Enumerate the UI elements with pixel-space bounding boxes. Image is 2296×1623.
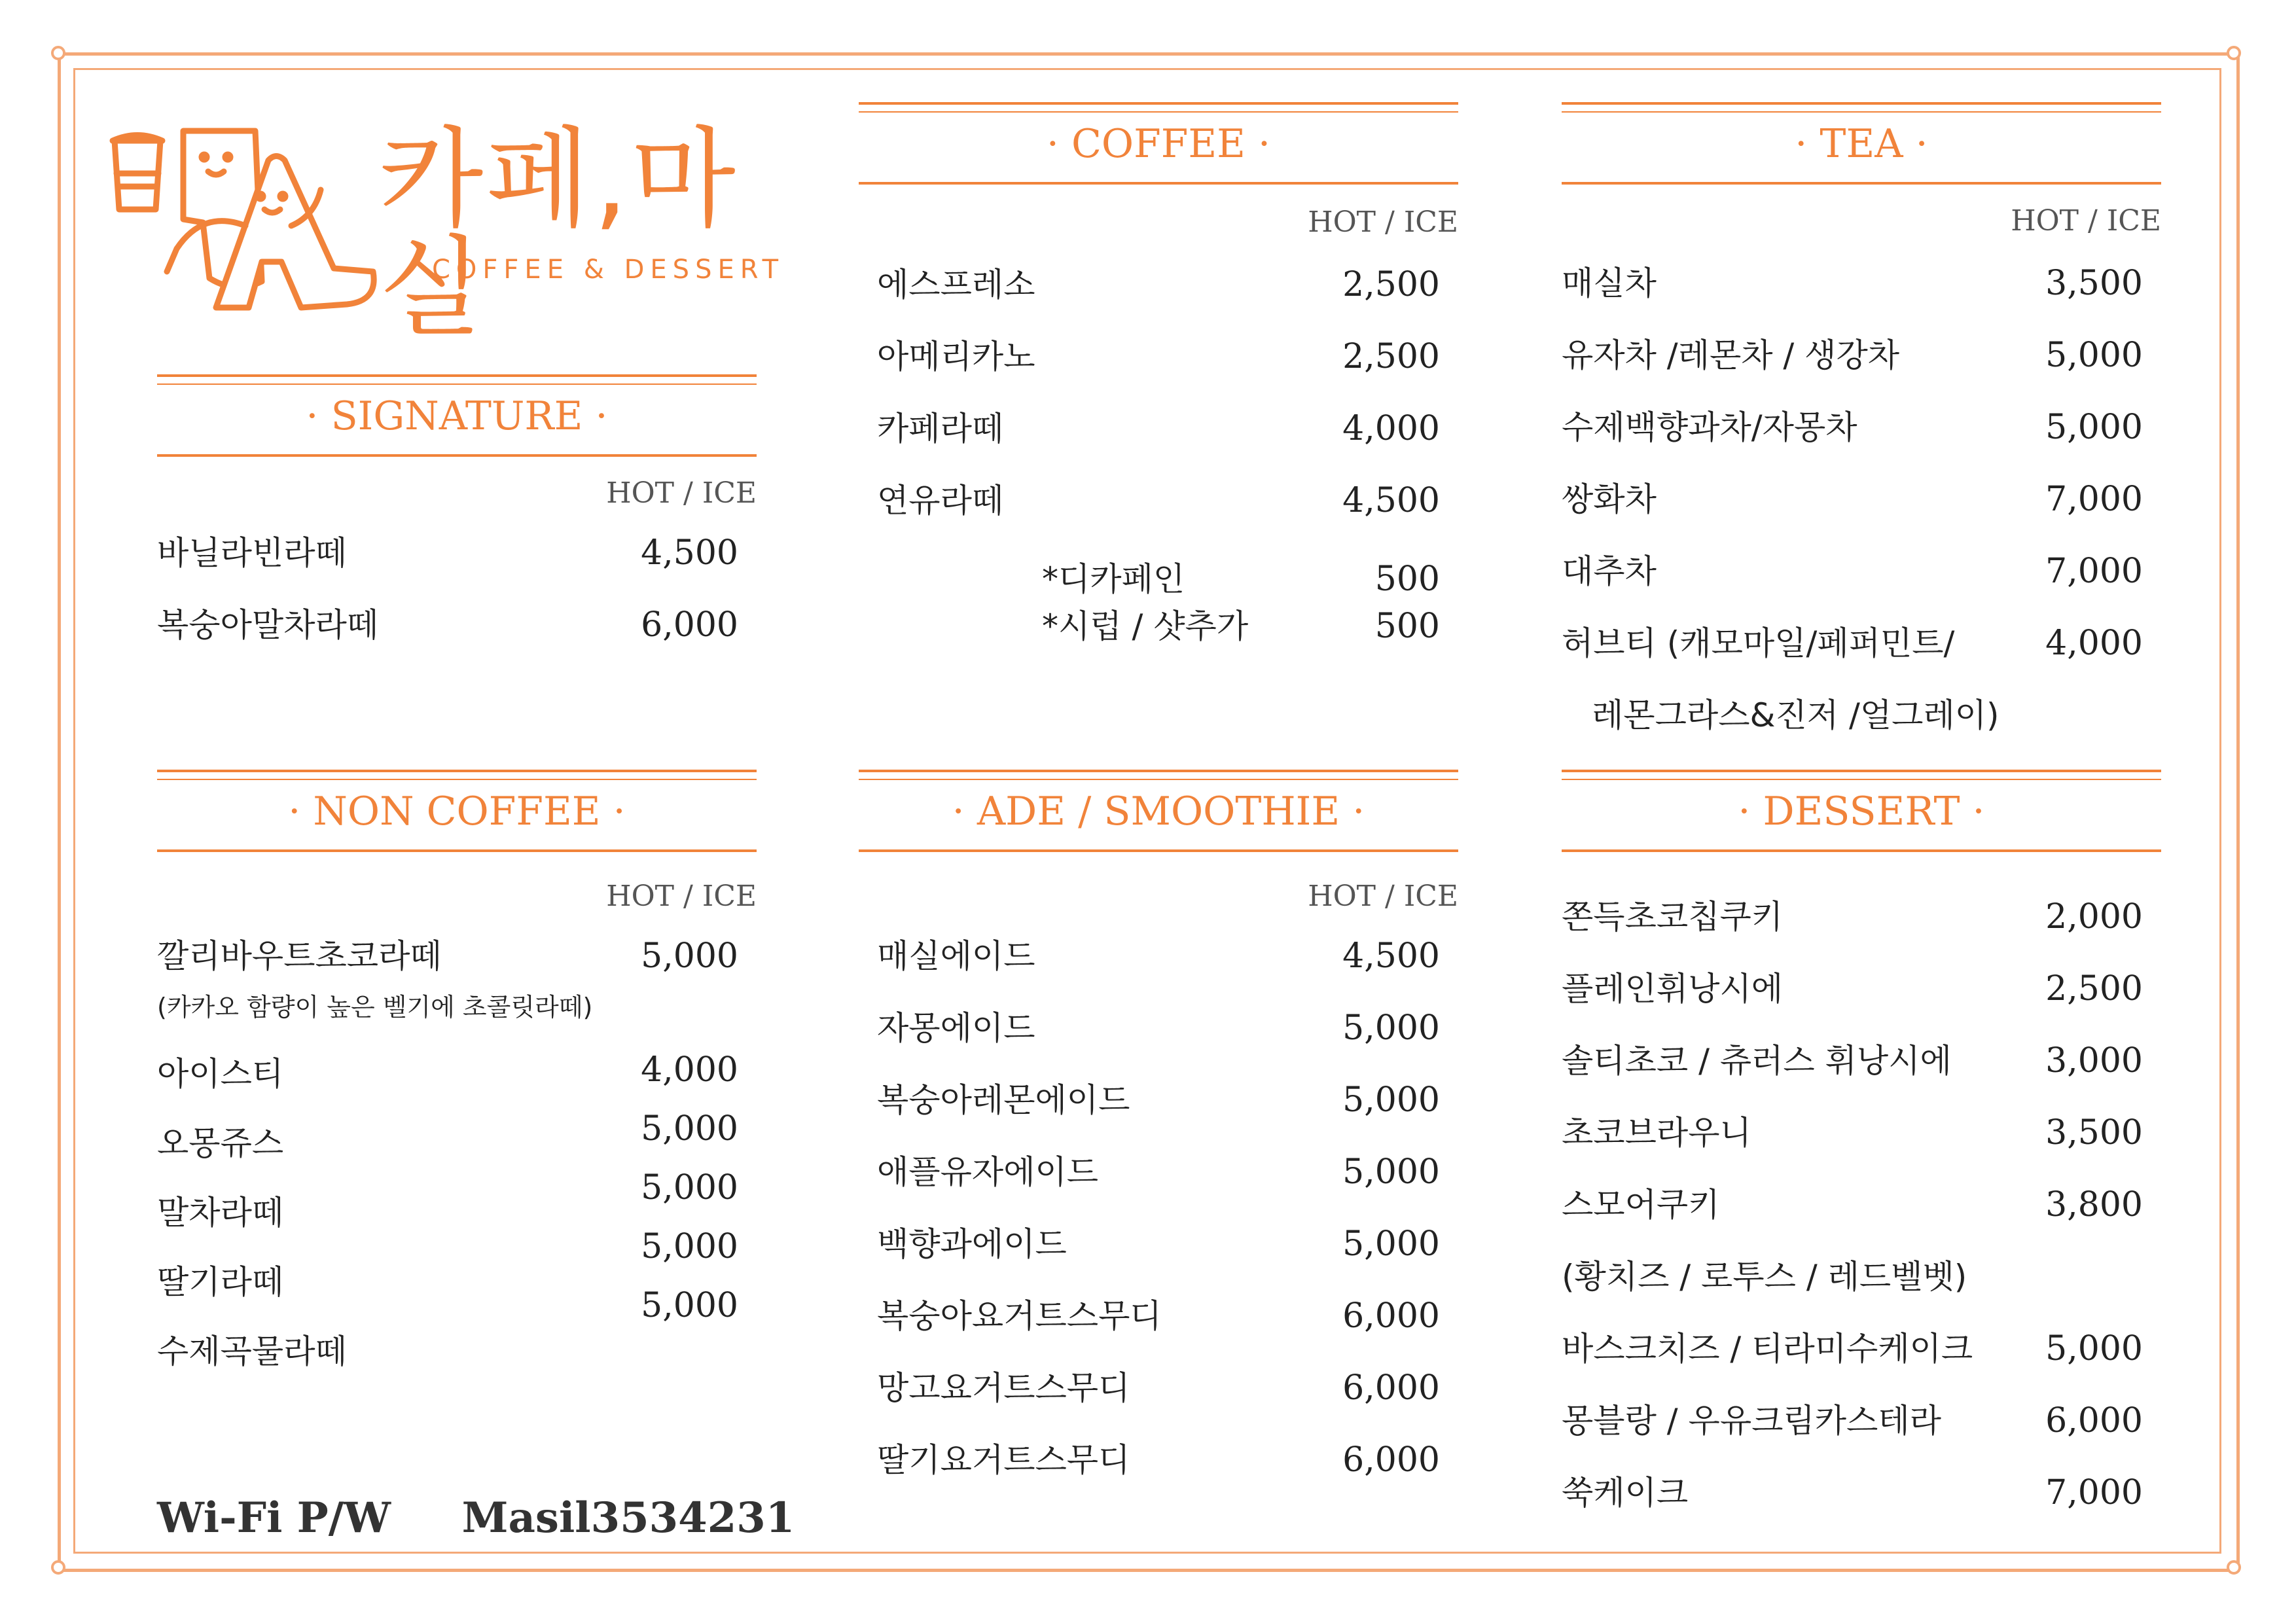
item-price: 6,000: [2045, 1401, 2143, 1440]
menu-item: [1562, 404, 2161, 450]
menu-item: [1562, 1398, 2161, 1444]
item-price: 5,000: [641, 1227, 738, 1266]
menu-item: [877, 933, 1458, 979]
menu-item: [877, 1005, 1458, 1051]
menu-item: [1562, 548, 2161, 594]
item-name: 카페라떼: [877, 410, 1004, 448]
menu-item: [157, 530, 757, 576]
rule: [1562, 849, 2161, 852]
extra-option: [1042, 603, 1458, 649]
item-price: 4,000: [1342, 409, 1440, 448]
menu-item-continuation: [1592, 692, 2161, 738]
mascot-logo-icon: [105, 111, 380, 327]
menu-item: [1562, 1182, 2161, 1228]
item-name: 오몽쥬스: [157, 1124, 284, 1162]
item-price: 3,500: [2045, 1113, 2143, 1152]
hot-ice-label: HOT / ICE: [1308, 880, 1458, 913]
menu-item: [877, 1293, 1458, 1339]
wifi-password: Masil3534231: [461, 1493, 795, 1543]
item-price: 3,000: [2045, 1041, 2143, 1080]
tea-section: [1562, 102, 2161, 757]
section-title: · NON COFFEE ·: [288, 789, 626, 834]
option-price: 500: [1374, 607, 1440, 646]
menu-item: [877, 1221, 1458, 1267]
menu-item: [157, 1051, 757, 1097]
double-rule: [157, 770, 757, 780]
item-name: 쌍화차: [1562, 480, 1657, 518]
option-price: 500: [1374, 560, 1440, 599]
item-name: 딸기요거트스무디: [877, 1441, 1130, 1479]
item-name: 매실차: [1562, 264, 1657, 302]
menu-item: [877, 334, 1458, 380]
item-name: 에스프레소: [877, 266, 1035, 304]
item-name: 유자차 /레몬차 / 생강차: [1562, 336, 1900, 374]
item-price: 4,500: [1342, 481, 1440, 520]
rule: [157, 454, 757, 457]
item-price: 6,000: [1342, 1440, 1440, 1480]
corner-ornament: [51, 46, 65, 60]
extra-option: [1042, 556, 1458, 602]
item-name: 자몽에이드: [877, 1009, 1035, 1047]
item-price: 5,000: [2045, 336, 2143, 375]
item-price: 4,500: [641, 533, 738, 573]
option-name: *디카페인: [1042, 560, 1185, 598]
item-name: 스모어쿠키: [1562, 1186, 1720, 1224]
item-name: 수제곡물라떼: [157, 1332, 347, 1370]
item-price: 7,000: [2045, 1473, 2143, 1512]
cafe-name: 카페,마실: [378, 116, 738, 351]
item-name: 초코브라우니: [1562, 1114, 1751, 1152]
hot-ice-label: HOT / ICE: [606, 880, 757, 913]
wifi-info: [157, 1493, 795, 1543]
hot-ice-label: HOT / ICE: [606, 476, 757, 510]
item-name: (황치즈 / 로투스 / 레드벨벳): [1562, 1258, 1967, 1296]
menu-item: [877, 1365, 1458, 1411]
cafe-logo: [105, 111, 838, 351]
item-price: 6,000: [1342, 1368, 1440, 1408]
menu-item: [1562, 1110, 2161, 1156]
dessert-section: [1562, 770, 2161, 1522]
item-price: 5,000: [2045, 1329, 2143, 1368]
item-name: 깔리바우트초코라떼: [157, 937, 442, 975]
section-title: · SIGNATURE ·: [306, 393, 608, 439]
menu-item: [877, 478, 1458, 524]
menu-item: [157, 602, 757, 648]
item-name: 애플유자에이드: [877, 1153, 1099, 1191]
section-title: · TEA ·: [1795, 121, 1928, 167]
menu-item: [1562, 332, 2161, 378]
corner-ornament: [2227, 46, 2241, 60]
item-price: 5,000: [1342, 1224, 1440, 1264]
item-name: 연유라떼: [877, 482, 1004, 520]
menu-item: [157, 1109, 757, 1166]
item-name: 바스크치즈 / 티라미수케이크: [1562, 1330, 1973, 1368]
rule: [859, 182, 1458, 185]
rule: [157, 849, 757, 852]
rule: [1562, 182, 2161, 185]
item-price: 3,800: [2045, 1185, 2143, 1224]
hot-ice-label: HOT / ICE: [1308, 205, 1458, 239]
item-name: 딸기라떼: [157, 1263, 284, 1301]
option-name: *시럽 / 샷추가: [1042, 607, 1249, 645]
item-note: (카카오 함량이 높은 벨기에 초콜릿라떼): [157, 993, 593, 1022]
section-title: · COFFEE ·: [1046, 121, 1271, 167]
double-rule: [157, 374, 757, 385]
menu-item: [1562, 1326, 2161, 1372]
menu-item: [157, 933, 757, 979]
item-name: 복숭아말차라떼: [157, 606, 379, 644]
corner-ornament: [51, 1560, 65, 1575]
section-title: · ADE / SMOOTHIE ·: [952, 789, 1365, 834]
double-rule: [859, 770, 1458, 780]
cafe-tagline: COFFEE & DESSERT: [432, 255, 785, 285]
menu-item-flavors: [1562, 1254, 2161, 1300]
non-coffee-section: [157, 770, 757, 1424]
menu-item: [1562, 894, 2161, 940]
ade-smoothie-section: [859, 770, 1458, 1489]
menu-item: [877, 1149, 1458, 1195]
menu-item: [877, 1077, 1458, 1123]
item-price: 4,000: [2045, 624, 2143, 663]
item-price: 2,000: [2045, 897, 2143, 936]
item-name: 아메리카노: [877, 338, 1035, 376]
item-name: 망고요거트스무디: [877, 1369, 1130, 1407]
double-rule: [1562, 770, 2161, 780]
item-name: 쑥케이크: [1562, 1474, 1689, 1512]
menu-item: [1562, 476, 2161, 522]
menu-item: [1562, 966, 2161, 1012]
item-name: 대추차: [1562, 552, 1657, 590]
item-name: 수제백향과차/자몽차: [1562, 408, 1857, 446]
item-price: 2,500: [1342, 265, 1440, 304]
section-title: · DESSERT ·: [1738, 789, 1985, 834]
item-price: 7,000: [2045, 552, 2143, 591]
item-price: 5,000: [1342, 1152, 1440, 1192]
menu-item: [877, 262, 1458, 308]
item-name: 레몬그라스&진저 /얼그레이): [1592, 696, 2000, 734]
item-price: 2,500: [2045, 969, 2143, 1008]
menu-item: [1562, 620, 2161, 666]
rule: [859, 849, 1458, 852]
item-name: 백향과에이드: [877, 1225, 1067, 1263]
menu-item: [157, 1286, 757, 1374]
menu-item: [1562, 1038, 2161, 1084]
item-price: 6,000: [641, 605, 738, 645]
item-name: 말차라떼: [157, 1194, 284, 1232]
corner-ornament: [2227, 1560, 2241, 1575]
item-price: 5,000: [641, 1168, 738, 1207]
signature-section: [157, 374, 757, 662]
item-name: 허브티 (캐모마일/페퍼민트/: [1562, 624, 1955, 662]
item-name: 바닐라빈라떼: [157, 534, 347, 572]
item-price: 5,000: [641, 1109, 738, 1149]
item-price: 5,000: [1342, 1008, 1440, 1048]
double-rule: [859, 102, 1458, 113]
item-price: 4,000: [641, 1050, 738, 1090]
coffee-section: [859, 102, 1458, 691]
item-price: 5,000: [1342, 1080, 1440, 1120]
wifi-label: Wi-Fi P/W: [157, 1493, 391, 1543]
item-name: 쫀득초코칩쿠키: [1562, 898, 1784, 936]
menu-item: [1562, 260, 2161, 306]
item-name: 복숭아요거트스무디: [877, 1297, 1162, 1335]
item-name: 몽블랑 / 우유크림카스테라: [1562, 1402, 1941, 1440]
item-price: 5,000: [641, 936, 738, 976]
item-name: 솔티초코 / 츄러스 휘낭시에: [1562, 1042, 1952, 1080]
item-name: 복숭아레몬에이드: [877, 1081, 1130, 1119]
item-price: 7,000: [2045, 480, 2143, 519]
item-price: 4,500: [1342, 936, 1440, 976]
item-name: 매실에이드: [877, 937, 1035, 975]
item-price: 5,000: [641, 1286, 738, 1325]
double-rule: [1562, 102, 2161, 113]
item-price: 6,000: [1342, 1296, 1440, 1336]
item-price: 3,500: [2045, 264, 2143, 303]
item-name: 플레인휘낭시에: [1562, 970, 1784, 1008]
item-price: 2,500: [1342, 337, 1440, 376]
item-name: 아이스티: [157, 1055, 284, 1093]
item-price: 5,000: [2045, 408, 2143, 447]
menu-item: [877, 406, 1458, 452]
menu-item: [877, 1437, 1458, 1483]
hot-ice-label: HOT / ICE: [2011, 204, 2161, 238]
menu-item: [1562, 1470, 2161, 1516]
